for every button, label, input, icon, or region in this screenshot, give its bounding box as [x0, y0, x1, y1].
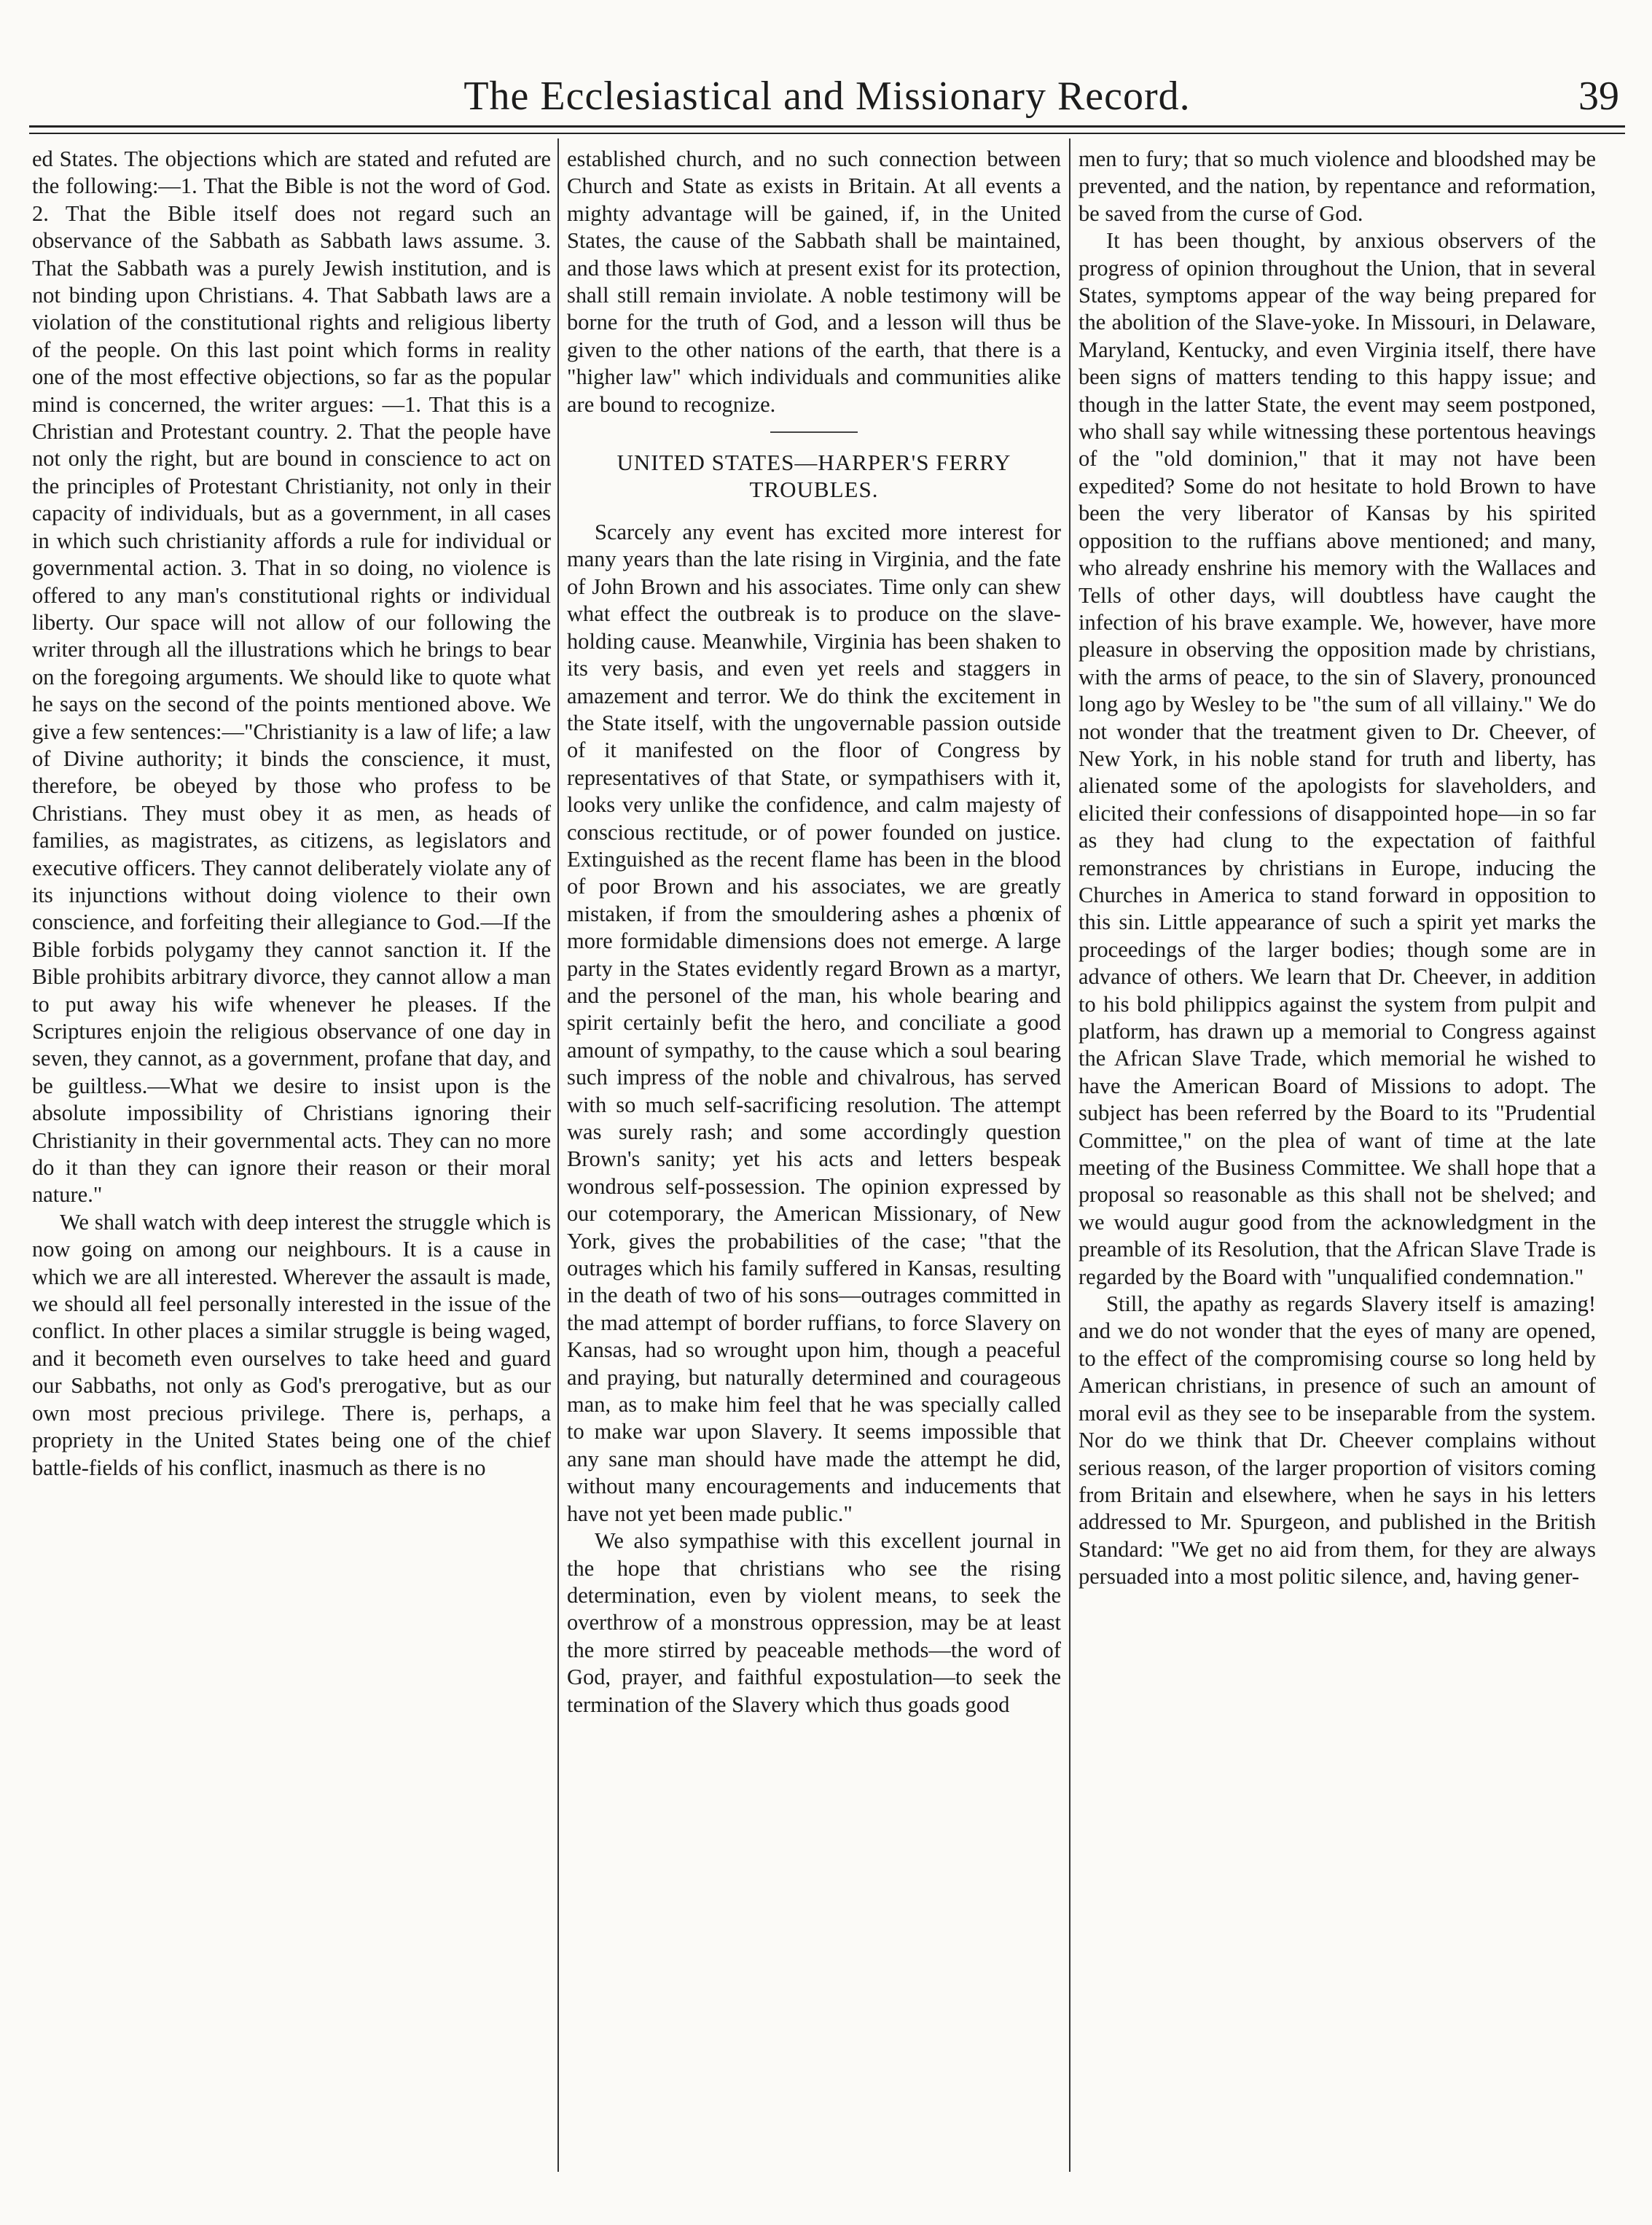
header-rule [29, 125, 1625, 128]
page-number: 39 [1578, 74, 1619, 119]
paragraph: men to fury; that so much violence and bloodshed may be prevented, and the nation, by repentance and reformation, be saved from the curse of God. [1079, 146, 1596, 226]
column-1 [32, 146, 551, 2179]
paragraph: It has been thought, by anxious observers of the progress of opinion throughout the Union, that in several States, symptoms appear of the way being prepared for the abolition of the Slave-yoke. In Missouri, in Delaware, Maryland, Kentucky, and even Virginia itself, there have been signs of matters tending to this happy issue; and though in the latter State, the event may seem postponed, who shall say while witnessing these portentous heavings of the "old dominion," that it may not have been expedited? Some do not hesitate to hold Brown to have been the very liberator of Kansas by his spirited opposition to the ruffians above mentioned; and many, who already enshrine his memory with the Wallaces and Tells of other days, will doubtless have caught the infection of his brave example. We, however, have more pleasure in observing the opposition made by christians, with the arms of peace, to the sin of Slavery, pronounced long ago by Wesley to be "the sum of all villainy." We do not wonder that the treatment given to Dr. Cheever, of New York, in his noble stand for truth and liberty, has alienated some of the apologists for slaveholders, and elicited their confessions of disappointed hope—in so far as they had clung to the expectation of faithful remonstrances by christians in Europe, inducing the Churches in America to stand forward in opposition to this sin. Little appearance of such a spirit yet marks the proceedings of the larger bodies; though some are in advance of others. We learn that Dr. Cheever, in addition to his bold philippics against the system from pulpit and platform, has drawn up a memorial to Congress against the African Slave Trade, which memorial he wished to have the American Board of Missions to adopt. The subject has been referred by the Board to its "Prudential Committee," on the plea of want of time at the late meeting of the Business Committee. We shall hope that a proposal so reasonable as this shall not be shelved; and we would augur good from the acknowledgment in the preamble of its Resolution, that the African Slave Trade is regarded by the Board with "unqualified condemnation." [1079, 228, 1596, 1289]
paragraph: We shall watch with deep interest the struggle which is now going on among our neighbours. It is a cause in which we are all interested. Wherever the assault is made, we should all feel personally interested in the issue of the conflict. In other places a similar struggle is being waged, and it becometh even ourselves to take heed and guard our Sabbaths, not only as God's prerogative, but as our own most precious privilege. There is, perhaps, a propriety in the United States being one of the chief battle-fields of his conflict, inasmuch as there is no [32, 1209, 551, 1480]
section-divider [770, 431, 858, 433]
column-divider [557, 138, 559, 2172]
publication-title: The Ecclesiastical and Missionary Record. [463, 74, 1191, 119]
paragraph: Still, the apathy as regards Slavery itself is amazing! and we do not wonder that the eyes of many are opened, to the effect of the compromising course so long held by American christians, in presence of such an amount of moral evil as they see to be inseparable from the system. Nor do we think that Dr. Cheever complains without serious reason, of the larger proportion of visitors coming from Britain and elsewhere, when he says in his letters addressed to Mr. Spurgeon, and published in the British Standard: "We get no aid from them, for they are always persuaded into a most politic silence, and, having gener- [1079, 1291, 1596, 1589]
header-rule-secondary [29, 133, 1625, 134]
paragraph: We also sympathise with this excellent journal in the hope that christians who see the rising determination, even by violent means, to seek the overthrow of a monstrous oppression, may be at least the more stirred by peaceable methods—the word of God, prayer, and faithful expostulation—to seek the termination of the Slavery which thus goads good [567, 1528, 1061, 1717]
page-header [29, 67, 1625, 133]
paragraph: Scarcely any event has excited more interest for many years than the late rising in Virginia, and the fate of John Brown and his associates. Time only can shew what effect the outbreak is to produce on the slave-holding cause. Meanwhile, Virginia has been shaken to its very basis, and even yet reels and staggers in amazement and terror. We do think the excitement in the State itself, with the ungovernable passion outside of it manifested on the floor of Congress by representatives of that State, or sympathisers with it, looks very unlike the confidence, and calm majesty of conscious rectitude, or of power founded on justice. Extinguished as the recent flame has been in the blood of poor Brown and his associates, we are greatly mistaken, if from the smouldering ashes a phœnix of more formidable dimensions does not emerge. A large party in the States evidently regard Brown as a martyr, and the personel of the man, his whole bearing and spirit certainly befit the hero, and conciliate a good amount of sympathy, to the cause which a soul bearing such impress of the noble and chivalrous, has served with so much self-sacrificing resolution. The attempt was surely rash; and some accordingly question Brown's sanity; yet his acts and letters bespeak wondrous self-possession. The opinion expressed by our cotemporary, the American Missionary, of New York, gives the probabilities of the case; "that the outrages which his family suffered in Kansas, resulting in the death of two of his sons—outrages committed in the mad attempt of border ruffians, to force Slavery on Kansas, had so wrought upon him, though a peaceful and praying, but naturally determined and courageous man, as to make him feel that he was specially called to make war upon Slavery. It seems impossible that any sane man should have made the attempt he did, without many encouragements and inducements that have not yet been made public." [567, 520, 1061, 1526]
section-heading: UNITED STATES—HARPER'S FERRY TROUBLES. [616, 450, 1011, 503]
paragraph: ed States. The objections which are stated and refuted are the following:—1. That the Bible is not the word of God. 2. That the Bible itself does not regard such an observance of the Sabbath as Sabbath laws assume. 3. That the Sabbath was a purely Jewish institution, and is not binding upon Christians. 4. That Sabbath laws are a violation of the constitutional rights and religious liberty of the people. On this last point which forms in reality one of the most effective objections, so far as the popular mind is concerned, the writer argues: —1. That this is a Christian and Protestant country. 2. That the people have not only the right, but are bound in conscience to act on the principles of Protestant Christianity, not only in their capacity of individuals, but as a government, in all cases in which such christianity affords a rule for individual or governmental action. 3. That in so doing, no violence is offered to any man's constitutional rights or individual liberty. Our space will not allow of our following the writer through all the illustrations which he brings to bear on the foregoing arguments. We should like to quote what he says on the second of the points mentioned above. We give a few sentences:—"Christianity is a law of life; a law of Divine authority; it binds the conscience, it must, therefore, be obeyed by those who profess to be Christians. They must obey it as men, as heads of families, as magistrates, as citizens, as legislators and executive officers. They cannot deliberately violate any of its injunctions without doing violence to their own conscience, and forfeiting their allegiance to God.—If the Bible forbids polygamy they cannot sanction it. If the Bible prohibits arbitrary divorce, they cannot allow a man to put away his wife whenever he pleases. If the Scriptures enjoin the religious observance of one day in seven, they cannot, as a government, profane that day, and be guiltless.—What we desire to insist upon is the absolute impossibility of Christians ignoring their Christianity in their governmental acts. They can no more do it than they can ignore their reason or their moral nature." [32, 146, 551, 1208]
column-3 [1079, 146, 1596, 2179]
column-divider [1069, 138, 1070, 2172]
column-2 [567, 146, 1061, 2179]
paragraph: established church, and no such connection between Church and State as exists in Britain. At all events a mighty advantage will be gained, if, in the United States, the cause of the Sabbath shall be maintained, and those laws which at present exist for its protection, shall still remain inviolate. A noble testimony will be borne for the truth of God, and a lesson will thus be given to the other nations of the earth, that there is a "higher law" which individuals and communities alike are bound to recognize. [567, 146, 1061, 417]
